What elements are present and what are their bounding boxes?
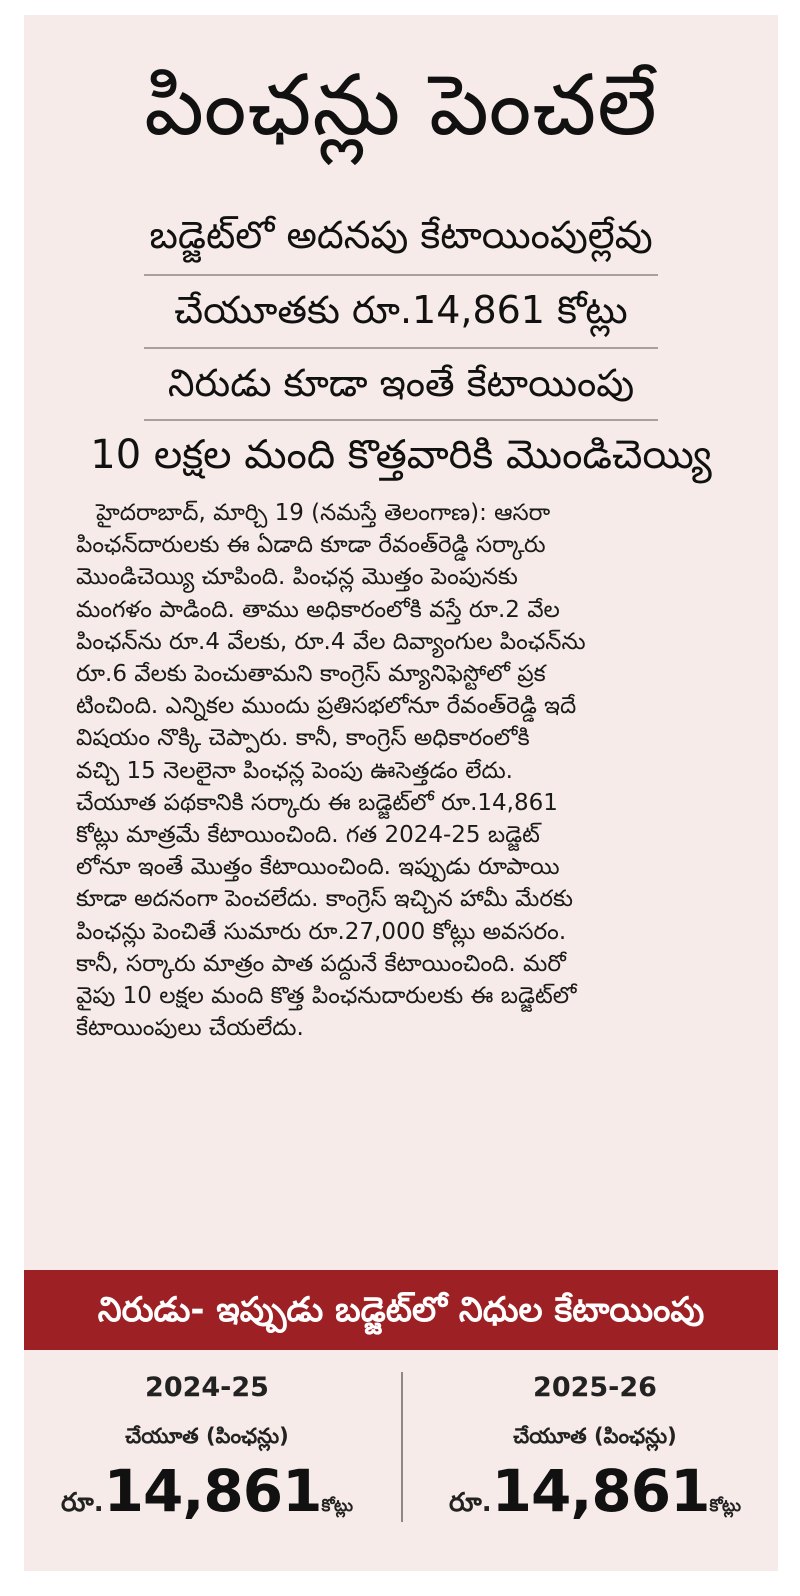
comparison-2024-25 [24,1360,390,1560]
body-line: విషయం నొక్కి చెప్పారు. కానీ, కాంగ్రెస్ అధికారంలోకి [76,725,530,752]
subheading-1: బడ్జెట్‌లో అదనపు కేటాయింపుల్లేవు [149,213,653,257]
amount-unit: కోట్లు [321,1496,354,1516]
comparison-2025-26 [412,1360,778,1560]
scheme-label: చేయూత (పింఛన్లు) [513,1424,677,1448]
divider-rule [144,419,658,421]
body-line: రూ.6 వేలకు పెంచుతామని కాంగ్రెస్ మ్యానిఫెస్టోలో ప్రక [76,661,546,688]
news-clipping [24,15,778,1571]
amount-row [24,1458,390,1524]
body-line: లోనూ ఇంతే మొత్తం కేటాయించింది. ఇప్పుడు రూపాయి [76,854,560,881]
amount-row [412,1458,778,1524]
amount-value: 14,861 [491,1457,710,1525]
allocation-banner: నిరుడు- ఇప్పుడు బడ్జెట్‌లో నిధుల కేటాయింపు [24,1270,778,1350]
amount-unit: కోట్లు [709,1496,742,1516]
body-line: హైదరాబాద్, మార్చి 19 (నమస్తే తెలంగాణ): ఆసరా [96,500,551,526]
body-line: టించింది. ఎన్నికల ముందు ప్రతిసభలోనూ రేవంత్‌రెడ్డి ఇదే [76,693,577,720]
body-line: పింఛన్‌దారులకు ఈ ఏడాది కూడా రేవంత్‌రెడ్డి సర్కారు [76,532,546,559]
body-line: చేయూత పథకానికి సర్కారు ఈ బడ్జెట్‌లో రూ.14,861 [76,789,558,816]
body-line: కేటాయింపులు చేయలేదు. [76,1015,304,1042]
article-body [76,497,736,1044]
headline: పింఛన్లు పెంచలే [144,56,658,154]
body-line: కూడా అదనంగా పెంచలేదు. కాంగ్రెస్ ఇచ్చిన హామీ మేరకు [76,886,573,913]
body-line: పింఛన్‌ను రూ.4 వేలకు, రూ.4 వేల దివ్యాంగుల పింఛన్‌ను [76,628,586,655]
subheading-4: 10 లక్షల మంది కొత్తవారికి మొండిచెయ్యి [90,432,712,478]
body-line: కానీ, సర్కారు మాత్రం పాత పద్దునే కేటాయించింది. మరో [76,950,566,977]
currency-prefix: రూ. [60,1488,104,1518]
year-label: 2024-25 [145,1372,269,1403]
column-divider [401,1372,403,1522]
subheading-3: నిరుడు కూడా ఇంతే కేటాయింపు [167,361,635,405]
body-line: పింఛన్లు పెంచితే సుమారు రూ.27,000 కోట్లు అవసరం. [76,918,567,945]
body-line: వచ్చి 15 నెలలైనా పింఛన్ల పెంపు ఊసెత్తడం లేదు. [76,757,513,784]
divider-rule [144,274,658,276]
body-line: మంగళం పాడింది. తాము అధికారంలోకి వస్తే రూ.2 వేల [76,596,560,623]
subheading-2: చేయూతకు రూ.14,861 కోట్లు [174,288,628,332]
body-line: వైపు 10 లక్షల మంది కొత్త పింఛనుదారులకు ఈ బడ్జెట్‌లో [76,983,577,1010]
body-line: మొండిచెయ్యి చూపింది. పింఛన్ల మొత్తం పెంపునకు [76,564,518,591]
amount-value: 14,861 [103,1457,322,1525]
divider-rule [144,347,658,349]
scheme-label: చేయూత (పింఛన్లు) [125,1424,289,1448]
body-line: కోట్లు మాత్రమే కేటాయించింది. గత 2024-25 బడ్జెట్ [76,822,540,849]
year-label: 2025-26 [533,1372,657,1403]
currency-prefix: రూ. [448,1488,492,1518]
